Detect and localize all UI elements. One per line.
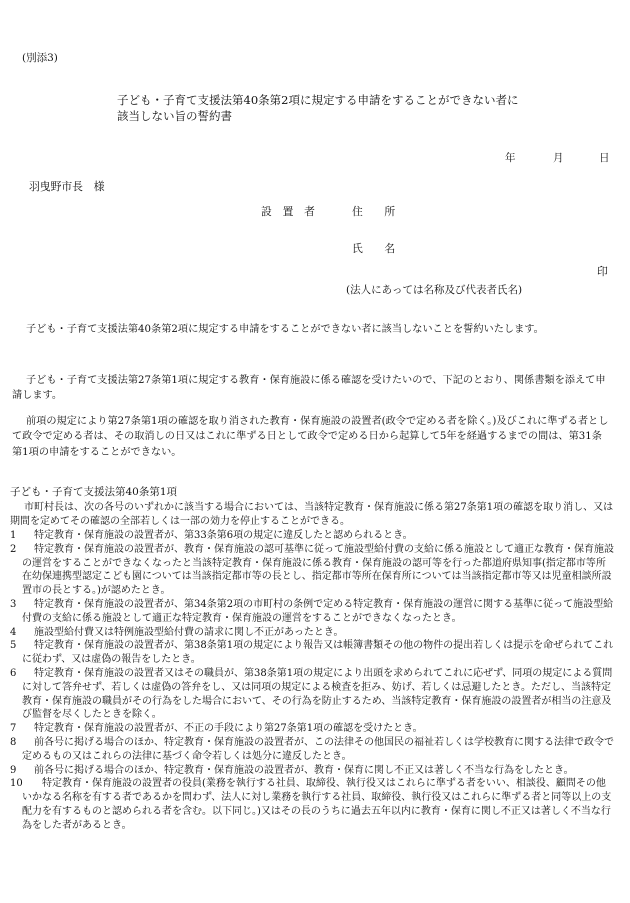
list-item: [10, 764, 614, 778]
item-text: 特定教育・保育施設の設置者が、教育・保育施設の認可基準に従って施設型給付費の支給に係る施設として適正な教育・保育施設の運営をすることができなくなったと当該特定教育・保育施設に係る教育・保育施設の認可等を行った都道府県知事(指定都市等所在幼保連携型認定こども園については当該指定都市等の長とし、指定都市等所在保育所については当該指定都市等又は児童相談所設置市の長とする。)が認めたとき。: [22, 543, 614, 597]
seal-mark: 印: [597, 265, 608, 278]
article-item-list: [10, 529, 614, 833]
item-text: 前各号に掲げる場合のほか、特定教育・保育施設の設置者が、教育・保育に関し不正又は著しく不当な行為をしたとき。: [34, 764, 574, 776]
date-month: 月: [553, 152, 564, 164]
item-number: 3: [10, 598, 17, 610]
item-text: 施設型給付費又は特例施設型給付費の請求に関し不正があったとき。: [34, 626, 344, 638]
item-number: 8: [10, 736, 17, 748]
disqualification-note: 前項の規定により第27条第1項の確認を取り消された教育・保育施設の設置者(政令で定める者を除く。)及びこれに準ずる者として政令で定める者は、その取消しの日又はこれに準ずる日として政令で定める日から起算して5年を経過するまでの間は、第31条第1項の申請をすることができない。: [12, 416, 609, 458]
item-text: 特定教育・保育施設の設置者又はその職員が、第38条第1項の規定により出頭を求められてこれに応ぜず、同項の規定による質問に対して答弁せず、若しくは虚偽の答弁をし、又は同項の規定による検査を拒み、妨げ、若しくは忌避したとき。ただし、当該特定教育・保育施設の職員がその行為をした場合において、その行為を防止するため、当該特定教育・保育施設の設置者が相当の注意及び監督を尽くしたときを除く。: [22, 667, 613, 721]
article-heading: 子ども・子育て支援法第40条第1項: [10, 486, 178, 498]
document-title-line-1: 子ども・子育て支援法第40条第2項に規定する申請をすることができない者に: [117, 93, 519, 107]
attachment-label: (別添3): [22, 52, 58, 64]
item-number: 10: [10, 778, 23, 790]
addressee: 羽曳野市長 様: [29, 180, 105, 193]
corporate-note: (法人にあっては名称及び代表者氏名): [346, 284, 523, 296]
document-title-line-2: 該当しない旨の誓約書: [117, 109, 232, 123]
item-number: 5: [10, 640, 17, 652]
item-number: 4: [10, 626, 17, 638]
item-text: 特定教育・保育施設の設置者が、不正の手段により第27条第1項の確認を受けたとき。: [34, 723, 423, 735]
item-number: 9: [10, 764, 17, 776]
list-item: [10, 777, 614, 832]
applicant-heading: 設 置 者: [261, 205, 315, 218]
list-item: [10, 543, 614, 598]
list-item: [10, 722, 614, 736]
pledge-statement: 子ども・子育て支援法第40条第2項に規定する申請をすることができない者に該当しないことを誓約いたします。: [26, 324, 544, 335]
item-number: 1: [10, 530, 17, 541]
item-text: 前各号に掲げる場合のほか、特定教育・保育施設の設置者が、この法律その他国民の福祉若しくは学校教育に関する法律で政令で定めるもの又はこれらの法律に基づく命令若しくは処分に違反したとき。: [22, 736, 614, 762]
article-intro: 市町村長は、次の各号のいずれかに該当する場合においては、当該特定教育・保育施設に係る第27条第1項の確認を取り消し、又は期間を定めてその確認の全部若しくは一部の効力を停止することができる。: [10, 502, 614, 527]
item-number: 6: [10, 667, 17, 679]
date-year: 年: [505, 152, 516, 164]
list-item: [10, 529, 614, 543]
name-label: 氏 名: [352, 242, 396, 255]
list-item: [10, 639, 614, 667]
date-day: 日: [599, 152, 610, 164]
item-text: 特定教育・保育施設の設置者が、第34条第2項の市町村の条例で定める特定教育・保育施設の運営に関する基準に従って施設型給付費の支給に係る施設として適正な特定教育・保育施設の運営をすることができなくなったとき。: [22, 598, 614, 624]
list-item: [10, 626, 614, 640]
list-item: [10, 667, 614, 722]
item-text: 特定教育・保育施設の設置者が、第38条第1項の規定により報告又は帳簿書類その他の物件の提出若しくは提示を命ぜられてこれに従わず、又は虚偽の報告をしたとき。: [22, 640, 614, 666]
list-item: [10, 598, 614, 626]
item-text: 特定教育・保育施設の設置者の役員(業務を執行する社員、取締役、執行役又はこれらに準ずる者をいい、相談役、顧問その他いかなる名称を有する者であるかを問わず、法人に対し業務を執行する社員、取締役、執行役又はこれらに準ずる者と同等以上の支配力を有するものと認められる者を含む。以下同じ。)又はその長のうちに過去五年以内に教育・保育に関し不正又は著しく不当な行為をした者があるとき。: [22, 778, 612, 831]
item-text: 特定教育・保育施設の設置者が、第33条第6項の規定に違反したと認められるとき。: [34, 530, 413, 541]
item-number: 2: [10, 543, 17, 555]
item-number: 7: [10, 723, 17, 735]
request-paragraph: 子ども・子育て支援法第27条第1項に規定する教育・保育施設に係る確認を受けたいので、下記のとおり、関係書類を添えて申請します。: [12, 375, 606, 402]
address-label: 住 所: [352, 205, 396, 218]
list-item: [10, 736, 614, 764]
